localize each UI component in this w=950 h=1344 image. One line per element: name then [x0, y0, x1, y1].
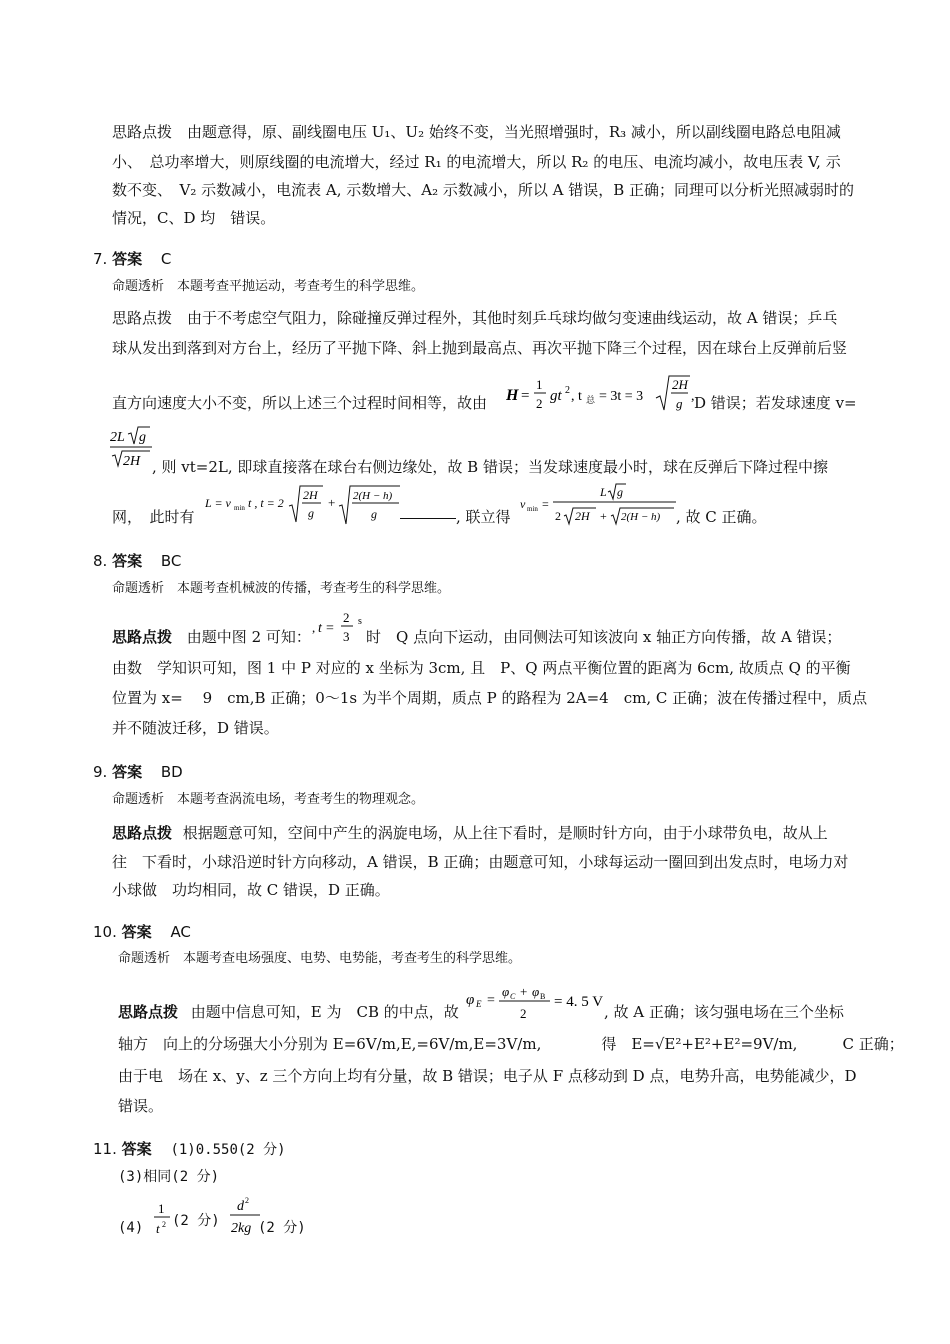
- svg-text:+: +: [520, 984, 528, 999]
- svg-text:E: E: [476, 999, 482, 1009]
- q8-answer-label: 答案: [112, 552, 143, 570]
- svg-text:2H: 2H: [575, 509, 590, 523]
- svg-text:t , t = 2: t , t = 2: [248, 496, 284, 510]
- svg-text:2: 2: [565, 385, 570, 396]
- q7-intent: 命题透析 本题考查平抛运动，考查考生的科学思维。: [112, 279, 425, 294]
- svg-text:2(H − h): 2(H − h): [353, 490, 393, 502]
- q9-header: [93, 761, 183, 782]
- svg-text:3: 3: [343, 629, 350, 644]
- svg-text:2: 2: [555, 509, 561, 523]
- q8-lead: 思路点拨: [112, 628, 173, 646]
- q8-number: 8.: [93, 552, 108, 570]
- q7-line-3: [112, 388, 487, 418]
- q9-line-1: [112, 818, 828, 848]
- q10-line-4: 错误。: [118, 1097, 164, 1115]
- q7-formula-min: [205, 482, 401, 534]
- q9-line-1-text: 根据题意可知，空间中产生的涡旋电场，从上往下看时，是顺时针方向，由于小球带负电，故从上: [182, 824, 828, 842]
- svg-text:,: ,: [312, 620, 316, 635]
- q8-line-1: [112, 622, 311, 652]
- q11-formula-2: [228, 1192, 262, 1246]
- q7-formula-vmin: [520, 480, 680, 534]
- q11-header: [93, 1138, 286, 1159]
- q8-line-4: 并不随波迁移，D 错误。: [112, 719, 279, 737]
- q6-line-1: 思路点拨 由题意得，原、副线圈电压 U₁、U₂ 始终不变，当光照增强时，R₃ 减小，所以副线圈电路总电阻减: [112, 123, 841, 141]
- svg-text:+: +: [600, 509, 607, 523]
- q9-line-3: 小球做 功均相同，故 C 错误，D 正确。: [112, 881, 390, 899]
- q11-number: 11.: [93, 1140, 117, 1158]
- svg-text:d: d: [237, 1199, 244, 1214]
- q6-line-3: 数不变、 V₂ 示数减小，电流表 A, 示数增大、A₂ 示数减小，所以 A 错误，B 正确；同理可以分析光照减弱时的: [112, 181, 855, 199]
- svg-text:L: L: [600, 485, 607, 499]
- q8-line-2: 由数 学知识可知，图 1 中 P 对应的 x 坐标为 3cm, 且 P、Q 两点平衡位置的距离为 6cm, 故质点 Q 的平衡: [112, 659, 851, 677]
- svg-text:g: g: [617, 485, 623, 499]
- q7-formula-vmin-svg: [520, 480, 680, 530]
- q10-answer: AC: [170, 923, 191, 941]
- q7-line-1: 思路点拨 由于不考虑空气阻力，除碰撞反弹过程外，其他时刻乒乓球均做匀变速曲线运动，故 A 错误；乒乓: [112, 309, 838, 327]
- q8-line-1a: 由题中图 2 可知：: [186, 628, 311, 646]
- q7-formula-min-svg: [205, 482, 401, 530]
- svg-text:=: =: [487, 993, 495, 1008]
- svg-text:2: 2: [536, 396, 543, 411]
- q8-answer: BC: [160, 552, 182, 570]
- q11-answer-4-label: (4): [118, 1220, 144, 1236]
- q10-formula-phi: [466, 982, 606, 1030]
- q7-answer-label: 答案: [112, 250, 143, 268]
- svg-text:φ: φ: [502, 984, 510, 999]
- q7-line-5b: , 联立得: [456, 508, 511, 526]
- svg-text:φ: φ: [466, 992, 475, 1008]
- svg-text:min: min: [234, 504, 245, 512]
- svg-text:H: H: [506, 387, 519, 404]
- svg-text:gt: gt: [550, 388, 562, 404]
- q7-line-3-text: 直方向速度大小不变，所以上述三个过程时间相等，故由: [112, 394, 488, 412]
- svg-text:,: ,: [691, 389, 695, 404]
- svg-text:2H: 2H: [303, 488, 318, 502]
- q8-header: [93, 550, 181, 571]
- svg-text:g: g: [676, 396, 683, 411]
- q9-lead: 思路点拨: [112, 824, 173, 842]
- svg-text:=: =: [542, 497, 549, 511]
- q7-answer: C: [160, 250, 172, 268]
- q7-formula-time-svg: [506, 372, 696, 416]
- q11-answer-4a-score: (2 分): [172, 1213, 220, 1229]
- q7-blank-line: [400, 518, 456, 519]
- q7-line-5a: 网， 此时有: [112, 508, 195, 526]
- svg-text:=: =: [521, 388, 530, 404]
- q7-number: 7.: [93, 250, 108, 268]
- svg-text:C: C: [510, 992, 516, 1001]
- q10-line-1a: 由题中信息可知，E 为 CB 的中点，故: [190, 1003, 459, 1021]
- q8-intent: 命题透析 本题考查机械波的传播，考查考生的科学思维。: [112, 581, 451, 596]
- q10-line-1b: , 故 A 正确；该匀强电场在三个坐标: [604, 1003, 844, 1021]
- q7-line-4: , 则 vt=2L, 即球直接落在球台右侧边缘处，故 B 错误；当发球速度最小时，球在反弹后下降过程中擦: [152, 458, 828, 476]
- q10-lead: 思路点拨: [118, 1003, 179, 1021]
- q6-line-4: 情况，C、D 均 错误。: [112, 209, 276, 227]
- svg-text:, t: , t: [571, 389, 582, 404]
- q10-answer-label: 答案: [121, 923, 152, 941]
- q7-formula-velocity-svg: [108, 424, 156, 472]
- q11-formula-2-svg: [228, 1192, 262, 1242]
- q8-formula-t-svg: [312, 608, 368, 648]
- svg-text:2L: 2L: [110, 430, 125, 445]
- svg-text:t: t: [318, 621, 322, 636]
- q11-answer-3: (3)相同(2 分): [118, 1169, 220, 1185]
- q11-formula-1-svg: [152, 1196, 174, 1242]
- q9-number: 9.: [93, 763, 108, 781]
- q11-formula-1: [152, 1196, 174, 1246]
- q7-formula-time: [506, 372, 696, 416]
- q10-line-2: 轴方 向上的分场强大小分别为 E=6V/m,E,=6V/m,E=3V/m, 得 E=√E²+E²+E²=9V/m, C 正确；: [118, 1035, 904, 1053]
- svg-text:g: g: [139, 430, 146, 445]
- svg-text:+: +: [328, 495, 336, 510]
- q11-answer-label: 答案: [121, 1140, 152, 1158]
- q11-answer-1: (1)0.550(2 分): [170, 1142, 286, 1158]
- svg-text:φ: φ: [532, 984, 540, 999]
- svg-text:2: 2: [520, 1006, 527, 1021]
- svg-text:总: 总: [586, 395, 596, 405]
- svg-text:L = v: L = v: [205, 496, 231, 510]
- q10-number: 10.: [93, 923, 117, 941]
- svg-text:2H: 2H: [672, 377, 688, 392]
- q9-line-2: 往 下看时，小球沿逆时针方向移动，A 错误，B 正确；由题意可知，小球每运动一圈回到出发点时，电场力对: [112, 853, 849, 871]
- svg-text:v: v: [520, 497, 526, 511]
- svg-text:g: g: [308, 506, 314, 520]
- svg-text:B: B: [540, 992, 546, 1001]
- svg-text:2kg: 2kg: [231, 1221, 252, 1236]
- svg-text:t: t: [156, 1221, 160, 1236]
- q8-line-1b: 时 Q 点向下运动，由同侧法可知该波向 x 轴正方向传播，故 A 错误；: [366, 628, 842, 646]
- q6-line-2: 小、 总功率增大，则原线圈的电流增大，经过 R₁ 的电流增大，所以 R₂ 的电压、电流均减小，故电压表 V, 示: [112, 153, 841, 171]
- svg-text:1: 1: [158, 1201, 165, 1216]
- q10-line-1: [118, 997, 459, 1027]
- q7-header: [93, 248, 171, 269]
- q7-line-3b: D 错误；若发球速度 v=: [694, 394, 857, 412]
- q11-answer-4b-score: (2 分): [258, 1220, 306, 1236]
- svg-text:g: g: [371, 507, 377, 521]
- q9-answer: BD: [160, 763, 183, 781]
- svg-text:2: 2: [162, 1220, 166, 1229]
- svg-text:2: 2: [245, 1196, 249, 1205]
- q9-answer-label: 答案: [112, 763, 143, 781]
- q8-formula-t: [312, 608, 368, 652]
- svg-text:min: min: [527, 505, 538, 513]
- q10-intent: 命题透析 本题考查电场强度、电势、电势能，考查考生的科学思维。: [118, 951, 522, 966]
- q9-intent: 命题透析 本题考查涡流电场，考查考生的物理观念。: [112, 792, 425, 807]
- svg-text:= 4. 5 V: = 4. 5 V: [554, 994, 604, 1010]
- svg-text:2: 2: [343, 610, 350, 625]
- svg-text:=: =: [326, 621, 334, 636]
- q10-header: [93, 921, 191, 942]
- q7-line-5c: , 故 C 正确。: [676, 508, 767, 526]
- q7-line-2: 球从发出到落到对方台上，经历了平抛下降、斜上抛到最高点、再次平抛下降三个过程，因在球台上反弹前后竖: [112, 339, 848, 357]
- svg-text:= 3t = 3: = 3t = 3: [599, 389, 644, 404]
- svg-text:2H: 2H: [123, 454, 141, 469]
- q7-formula-velocity: [108, 424, 156, 476]
- q8-line-3: 位置为 x= 9 cm,B 正确；0～1s 为半个周期，质点 P 的路程为 2A=4 cm, C 正确；波在传播过程中，质点: [112, 689, 868, 707]
- q10-formula-phi-svg: [466, 982, 606, 1026]
- q10-line-3: 由于电 场在 x、y、z 三个方向上均有分量，故 B 错误；电子从 F 点移动到 D 点，电势升高，电势能减少，D: [118, 1067, 857, 1085]
- svg-text:1: 1: [536, 377, 543, 392]
- svg-text:2(H − h): 2(H − h): [621, 511, 661, 523]
- svg-text:s: s: [358, 616, 362, 627]
